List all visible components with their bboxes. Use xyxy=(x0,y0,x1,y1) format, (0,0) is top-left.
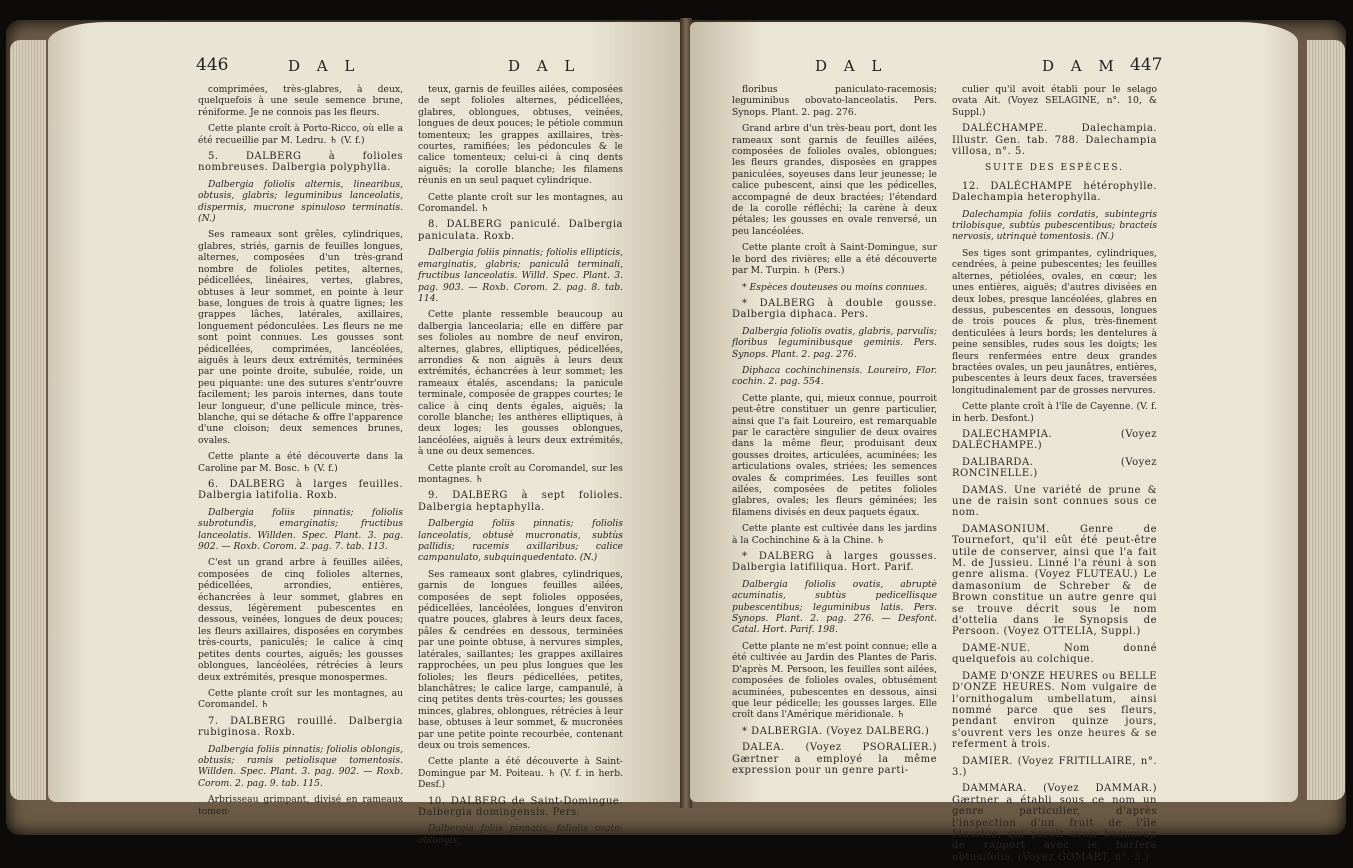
text-column-4 xyxy=(952,84,1157,868)
paragraph: 9. DALBERG à sept folioles. Dalbergia heptaphylla. xyxy=(418,490,623,513)
text-column-3 xyxy=(732,84,937,781)
paragraph: 5. DALBERG à folioles nombreuses. Dalbergia polyphylla. xyxy=(198,151,403,174)
right-page xyxy=(690,22,1298,863)
paragraph: Dalbergia foliolis ovatis, glabris, parvulis; floribus leguminibusque geminis. Pers. Synops. Plant. 2. pag. 276. xyxy=(732,325,937,360)
paragraph: Ses rameaux sont grêles, cylindriques, glabres, striés, garnis de feuilles longues, alternes, composées d'un très-grand nombre de folioles petites, alternes, pédicellées, linéaires, vertes, glabres, obtuses à leur sommet, en pointe à leur base, longues de trois à quatre lignes; les grappes lâches, latérales, axillaires, longuement pédonculées. Les fleurs ne me sont point connues. Les gousses sont pédicellées, comprimées, lancéolées, aiguës à leurs deux extrémités, terminées par une pointe droite, subulée, roide, un peu piquante: une des sutures s'entr'ouvre facilement; les parois internes, dans toute leur longueur, d'une pellicule mince, très-blanche, qui se détache & offre l'apparence d'une cloison; deux semences brunes, ovales. xyxy=(198,229,403,446)
paragraph: Ses tiges sont grimpantes, cylindriques, cendrées, à peine pubescentes; les feuilles alternes, pétiolées, ovales, en cœur; les unes entières, aiguës; d'autres divisées en deux lobes, presque lancéolées, glabres en dessus, pubescentes en dessous, longues de trois pouces & plus, très-finement denticulées à leurs bords; les dentelures à peine sensibles, rudes sous les doigts; les fleurs renfermées entre deux grandes bractées ovales, un peu jaunâtres, entières, pubescentes à leurs deux faces, traversées longitudinalement par de grosses nervures. xyxy=(952,247,1157,396)
paragraph: Dalbergia foliis pinnatis; foliolis subrotundis, emarginatis; fructibus lanceolatis. Willden. Spec. Plant. 3. pag. 902. — Roxb. Corom. 2. pag. 7. tab. 113. xyxy=(198,506,403,553)
paragraph: Dalbergia foliolis alternis, linearibus, obtusis, glabris; leguminibus lanceolatis, dispermis, mucrone spinuloso terminatis. (N.) xyxy=(198,178,403,225)
running-head: D A M xyxy=(1042,57,1120,75)
paragraph: DALIBARDA. (Voyez RONCINELLE.) xyxy=(952,456,1157,480)
paragraph: Cette plante croît au Coromandel, sur les montagnes. ♄ xyxy=(418,462,623,485)
paragraph: * Espèces douteuses ou moins connues. xyxy=(742,281,928,293)
paragraph: Dalbergia foliolis ovatis, abruptè acuminatis, subtùs pedicellisque pubescentibus; leguminibus latis. Pers. Synops. Plant. 2. pag. 276. — Desfont. Catal. Hort. Parif. 198. xyxy=(732,578,937,636)
paragraph: Cette plante ressemble beaucoup au dalbergia lanceolaria; elle en diffère par ses folioles au nombre de neuf environ, alternes, glabres, elliptiques, pédicellées, arrondies & non aiguës à leurs deux extrémités, échancrées à leur sommet; les rameaux étalés, ascendans; la panicule terminale, composée de grappes courtes; le calice à cinq dents égales, aiguës; la corolle blanche; les anthères elliptiques, à deux loges; les gousses oblongues, lancéolées, aiguës à leurs deux extrémités, à une ou deux semences. xyxy=(418,309,623,458)
paragraph: Cette plante croît sur les montagnes, au Coromandel. ♄ xyxy=(418,191,623,215)
paragraph: DAMAS. Une variété de prune & une de raisin sont connues sous ce nom. xyxy=(952,484,1157,519)
paragraph: comprimées, très-glabres, à deux, quelquefois à une seule semence brune, réniforme. Je ne connois pas les fleurs. xyxy=(198,84,403,118)
page-edges-right xyxy=(1307,40,1345,800)
paragraph: SUITE DES ESPÈCES. xyxy=(984,163,1125,174)
paragraph: DAMIER. (Voyez FRITILLAIRE, n°. 3.) xyxy=(952,755,1157,778)
paragraph: Cette plante ne m'est point connue; elle a été cultivée au Jardin des Plantes de Paris. D'après M. Persoon, les feuilles sont ailées, composées de folioles ovales, obtusément acuminées, pubescentes en dessous, ainsi que leur pédicelle; les gousses larges. Elle croît dans l'Amérique méridionale. ♄ xyxy=(732,640,937,721)
page-edges-left xyxy=(10,40,46,800)
paragraph: Diphaca cochinchinensis. Loureiro, Flor. cochin. 2. pag. 554. xyxy=(732,364,937,388)
text-column-1 xyxy=(198,84,403,822)
paragraph: Cette plante croît sur les montagnes, au Coromandel. ♄ xyxy=(198,687,403,711)
paragraph: * DALBERG à double gousse. Dalbergia diphaca. Pers. xyxy=(732,297,937,321)
paragraph: Dalbergia foliis pinnatis; foliolis ellipticis, emarginatis, glabris; paniculâ terminali, fructibus lanceolatis. Willd. Spec. Plant. 3. pag. 903. — Roxb. Corom. 2. pag. 8. tab. 114. xyxy=(418,247,623,304)
paragraph: Cette plante croît à l'île de Cayenne. (V. f. in herb. Desfont.) xyxy=(952,401,1157,424)
paragraph: 12. DALÉCHAMPE hétérophylle. Dalechampia heterophylla. xyxy=(952,180,1157,204)
running-head: D A L xyxy=(508,57,581,75)
paragraph: * DALBERG à larges gousses. Dalbergia latifiliqua. Hort. Parif. xyxy=(732,551,937,574)
paragraph: Dalechampia foliis cordatis, subintegris trilobisque, subtùs pubescentibus; bracteis nervosis, utrinquè tomentosis. (N.) xyxy=(952,208,1157,243)
paragraph: Cette plante a été découverte dans la Caroline par M. Bosc. ♄ (V. f.) xyxy=(198,451,403,474)
paragraph: Grand arbre d'un très-beau port, dont les rameaux sont garnis de feuilles ailées, composées de folioles ovales, oblongues; les fleurs grandes, disposées en grappes paniculées, soyeuses dans leur jeunesse; le calice pubescent, ainsi que les pédicelles, accompagné de deux bractées; l'étendard de la corolle réfléchi; la carène à deux pétales; les gousses en ovale renversé, un peu lancéolées. xyxy=(732,123,937,237)
paragraph: Cette plante a été découverte à Saint-Domingue par M. Poiteau. ♄ (V. f. in herb. Desf.) xyxy=(418,756,623,791)
paragraph: DALECHAMPIA. (Voyez DALÉCHAMPE.) xyxy=(952,428,1157,452)
running-head: D A L xyxy=(288,57,361,75)
paragraph: Dalbergia foliis pinnatis, foliolis ovato-oblongis, xyxy=(418,823,623,846)
paragraph: DAME D'ONZE HEURES ou BELLE D'ONZE HEURES. Nom vulgaire de l'ornithogalum umbellatum, ainsi nommé parce que ses fleurs, pendant environ quinze jours, s'ouvrent vers les onze heures & se referment à trois. xyxy=(952,670,1157,751)
paragraph: Cette plante est cultivée dans les jardins à la Cochinchine & à la Chine. ♄ xyxy=(732,523,937,546)
paragraph: DALEA. (Voyez PSORALIER.) Gærtner a employé la même expression pour un genre parti- xyxy=(732,742,937,776)
paragraph: 6. DALBERG à larges feuilles. Dalbergia latifolia. Roxb. xyxy=(198,479,403,502)
paragraph: 7. DALBERG rouillé. Dalbergia rubiginosa. Roxb. xyxy=(198,715,403,739)
paragraph: 8. DALBERG paniculé. Dalbergia paniculata. Roxb. xyxy=(418,219,623,242)
paragraph: DAMASONIUM. Genre de Tournefort, qu'il eût été peut-être utile de conserver, ainsi que l'a fait M. de Jussieu. Linné l'a réuni à son genre alisma. (Voyez FLUTEAU.) Le damasonium de Schreber & de Brown constitue un autre genre qui se trouve décrit sous le nom d'ottelia dans le Synopsis de Persoon. (Voyez OTTELIA, Suppl.) xyxy=(952,523,1157,638)
paragraph: teux, garnis de feuilles ailées, composées de sept folioles alternes, pédicellées, glabres, oblongues, obtuses, veinées, longues de deux pouces; le pétiole commun tomenteux; les grappes axillaires, très-courtes, ramifiées; les pédoncules & le calice tomenteux; celui-ci à cinq dents aiguës; la corolle blanche; les filamens réunis en un seul paquet cylindrique. xyxy=(418,84,623,187)
paragraph: DAMMARA. (Voyez DAMMAR.) Gærtner a établi sous ce nom un genre particulier, d'après l'inspection d'un fruit de l'île Maurice, qui paroît avoir beaucoup de rapport avec le barfera obtusifolia. (Voyez GOMART, n°. 3.) xyxy=(952,783,1157,863)
paragraph: C'est un grand arbre à feuilles ailées, composées de cinq folioles alternes, pédicellées, arrondies, entières, échancrées à leur sommet, glabres en dessus, légèrement pubescentes en dessous, veinées, longues de deux pouces; les fleurs axillaires, disposées en corymbes très-courts, paniculés; le calice à cinq petites dents courtes, aiguës; les gousses oblongues, lancéolées, rétrécies à leurs deux extrémités, presque monospermes. xyxy=(198,557,403,683)
paragraph: * DALBERGIA. (Voyez DALBERG.) xyxy=(742,725,930,737)
paragraph: floribus paniculato-racemosis; leguminibus obovato-lanceolatis. Pers. Synops. Plant. 2. pag. 276. xyxy=(732,84,937,118)
paragraph: culier qu'il avoit établi pour le selago ovata Ait. (Voyez SELAGINE, n°. 10, & Suppl.) xyxy=(952,84,1157,118)
paragraph: 10. DALBERG de Saint-Domingue. Dalbergia domingensis. Pers. xyxy=(418,795,623,818)
paragraph: Cette plante croît à Porto-Ricco, où elle a été recueillie par M. Ledru. ♄ (V. f.) xyxy=(198,123,403,146)
page-number: 447 xyxy=(1130,55,1163,75)
paragraph: Arbrisseau grimpant, divisé en rameaux tomen- xyxy=(198,794,403,817)
page-number: 446 xyxy=(196,55,229,75)
paragraph: DAME-NUE. Nom donné quelquefois au colchique. xyxy=(952,642,1157,666)
running-head: D A L xyxy=(815,57,888,75)
left-page xyxy=(48,22,684,846)
paragraph: DALÉCHAMPE. Dalechampia. Illustr. Gen. tab. 788. Dalechampia villosa, n°. 5. xyxy=(952,123,1157,158)
paragraph: Cette plante croît à Saint-Domingue, sur le bord des rivières; elle a été découverte par M. Turpin. ♄ (Pers.) xyxy=(732,242,937,277)
paragraph: Dalbergia foliis pinnatis; foliolis lanceolatis, obtusè mucronatis, subtùs pallidis; racemis axillaribus; calice campanulato, subquinquedentato. (N.) xyxy=(418,518,623,564)
paragraph: Ses rameaux sont glabres, cylindriques, garnis de longues feuilles ailées, composées de sept folioles opposées, pédicellées, lancéolées, longues d'environ quatre pouces, glabres à leurs deux faces, pâles & cendrées en dessous, terminées par une pointe obtuse, à nervures simples, latérales, saillantes; les grappes axillaires rapprochées, un peu plus longues que les folioles; les fleurs pédicellées, petites, blanchâtres; le calice large, campanulé, à cinq petites dents très-courtes; les gousses minces, glabres, oblongues, rétrécies à leur base, obtuses à leur sommet, & mucronées par une petite pointe recourbée, contenant deux ou trois semences. xyxy=(418,568,623,751)
paragraph: Dalbergia foliis pinnatis; foliolis oblongis, obtusis; ramis petiolisque tomentosis. Willden. Spec. Plant. 3. pag. 902. — Roxb. Corom. 2. pag. 9. tab. 115. xyxy=(198,743,403,789)
paragraph: Cette plante, qui, mieux connue, pourroit peut-être constituer un genre particulier, ainsi que l'a fait Loureiro, est remarquable par le caractère singulier de deux ovaires dans la même fleur, produisant deux gousses droites, articulées, acuminées; les articulations ovales, striées; les semences ovales & comprimées. Les feuilles sont ailées, composées de petites folioles glabres, ovales; les fleurs géminées; les filamens divisés en deux paquets égaux. xyxy=(732,392,937,518)
text-column-2 xyxy=(418,84,623,851)
